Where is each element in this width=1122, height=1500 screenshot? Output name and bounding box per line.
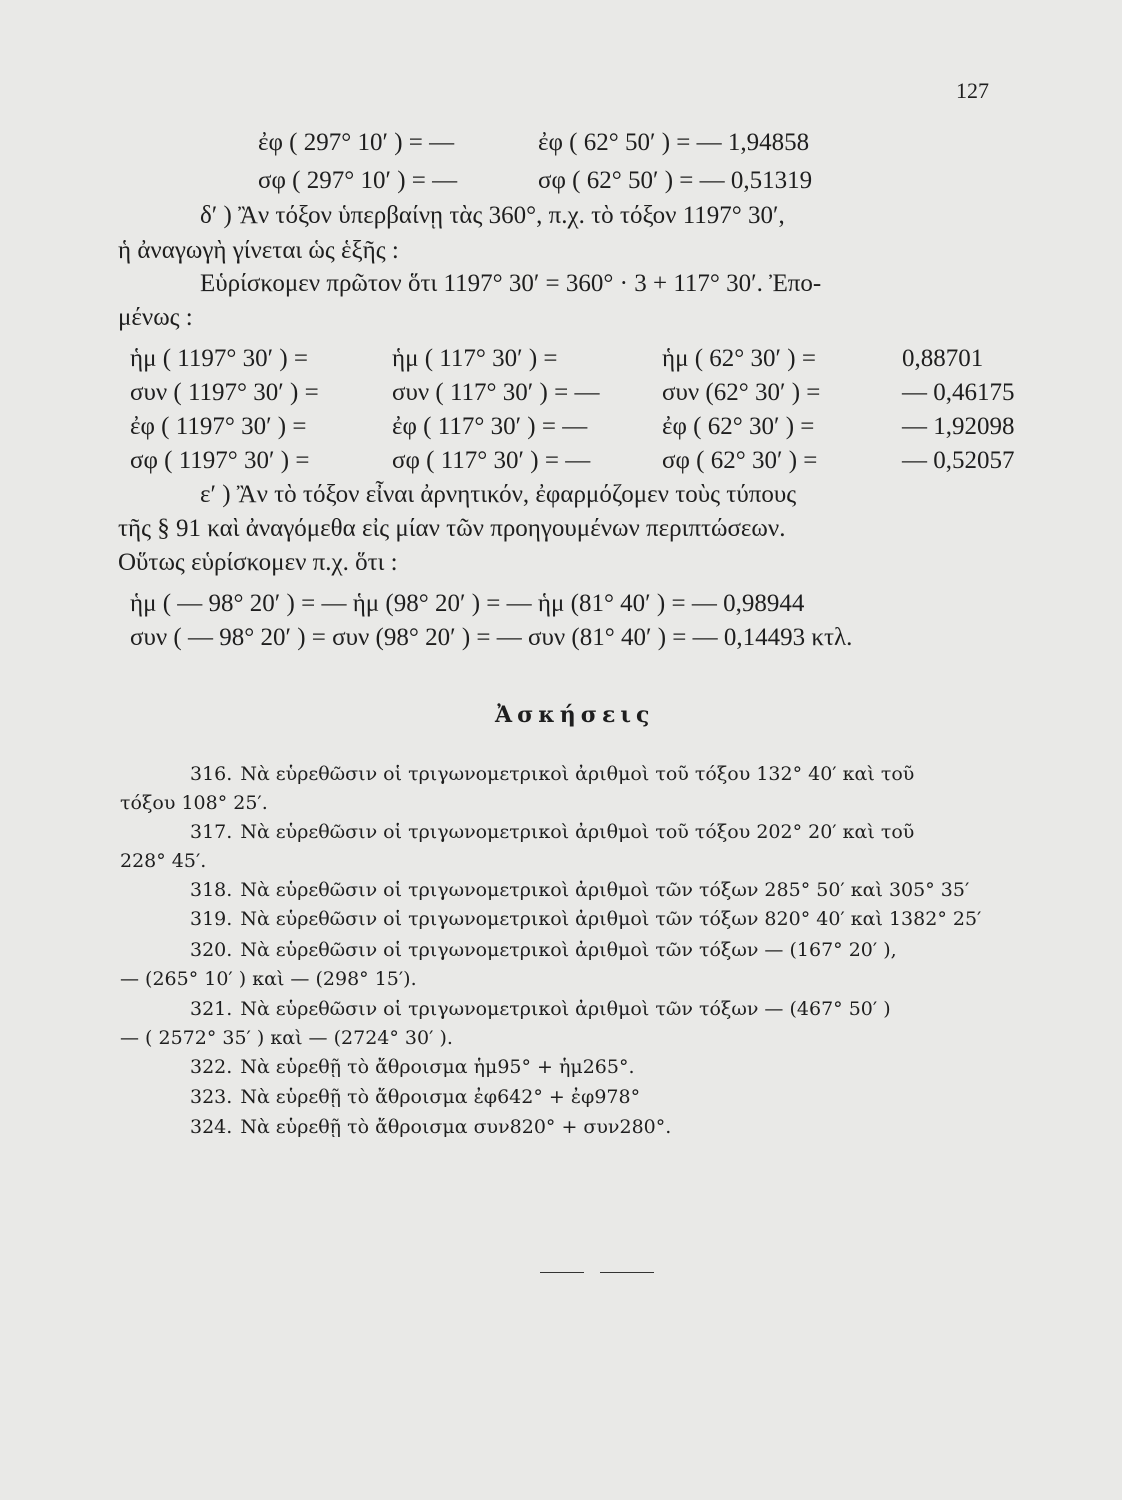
paragraph-line: Εὑρίσκομεν πρῶτον ὅτι 1197° 30′ = 360° · 3 + 117° 30′. Ἐπο- xyxy=(200,270,822,297)
exercise-continuation: 228° 45′. xyxy=(120,850,207,872)
exercise-item xyxy=(190,995,891,1023)
exercise-number: 317. xyxy=(190,821,233,843)
reduction-col-1: συν ( 1197° 30′ ) = xyxy=(130,379,319,406)
reduction-col-2: ἡμ ( 117° 30′ ) = xyxy=(392,345,558,372)
equation-line xyxy=(258,165,812,197)
equation-line: συν ( — 98° 20′ ) = συν (98° 20′ ) = — συν (81° 40′ ) = — 0,14493 κτλ. xyxy=(130,624,853,651)
reduction-col-4: — 1,92098 xyxy=(902,413,1015,440)
reduction-col-2: ἐφ ( 117° 30′ ) = — xyxy=(392,413,588,440)
reduction-col-3: σφ ( 62° 30′ ) = xyxy=(662,447,818,474)
exercise-text: Νὰ εὑρεθῶσιν οἱ τριγωνομετρικοὶ ἀριθμοὶ τῶν τόξων 820° 40′ καὶ 1382° 25′ xyxy=(240,908,982,930)
paragraph-line: τῆς § 91 καὶ ἀναγόμεθα εἰς μίαν τῶν προηγουμένων περιπτώσεων. xyxy=(118,515,786,542)
reduction-col-1: ἡμ ( 1197° 30′ ) = xyxy=(130,345,309,372)
exercise-text: Νὰ εὑρεθῶσιν οἱ τριγωνομετρικοὶ ἀριθμοὶ τῶν τόξων — (467° 50′ ) xyxy=(240,998,891,1020)
exercise-number: 316. xyxy=(190,763,233,785)
exercise-number: 322. xyxy=(190,1056,233,1078)
end-rule-long xyxy=(600,1272,654,1273)
equation-left: ἐφ ( 297° 10′ ) = — xyxy=(258,129,455,156)
paragraph-line: δ′ ) Ἂν τόξον ὑπερβαίνῃ τὰς 360°, π.χ. τὸ τόξον 1197° 30′, xyxy=(200,202,785,229)
exercises-title: Ἀσκήσεις xyxy=(495,702,655,728)
reduction-row xyxy=(130,377,1015,409)
reduction-col-4: — 0,46175 xyxy=(902,379,1015,406)
paragraph-line: ἡ ἀναγωγὴ γίνεται ὡς ἑξῆς : xyxy=(118,237,399,264)
exercise-continuation: τόξου 108° 25′. xyxy=(120,792,268,814)
exercise-number: 318. xyxy=(190,879,233,901)
exercise-item xyxy=(190,1113,671,1141)
reduction-col-2: σφ ( 117° 30′ ) = — xyxy=(392,447,591,474)
exercise-item xyxy=(190,936,897,964)
equation-right: ἐφ ( 62° 50′ ) = — 1,94858 xyxy=(538,129,810,156)
paragraph-line: μένως : xyxy=(118,304,193,331)
exercise-number: 321. xyxy=(190,998,233,1020)
reduction-row xyxy=(130,411,1015,443)
exercise-number: 323. xyxy=(190,1086,233,1108)
exercise-item xyxy=(190,818,914,846)
exercise-text: Νὰ εὑρεθῇ τὸ ἄθροισμα ἐφ642° + ἐφ978° xyxy=(240,1086,641,1108)
equation-right: σφ ( 62° 50′ ) = — 0,51319 xyxy=(538,167,813,194)
reduction-col-3: συν (62° 30′ ) = xyxy=(662,379,821,406)
paragraph-line: ε′ ) Ἂν τὸ τόξον εἶναι ἀρνητικόν, ἐφαρμόζομεν τοὺς τύπους xyxy=(200,481,797,508)
exercise-text: Νὰ εὑρεθῇ τὸ ἄθροισμα συν820° + συν280°. xyxy=(240,1116,672,1138)
reduction-col-3: ἡμ ( 62° 30′ ) = xyxy=(662,345,816,372)
exercise-text: Νὰ εὑρεθῶσιν οἱ τριγωνομετρικοὶ ἀριθμοὶ τοῦ τόξου 202° 20′ καὶ τοῦ xyxy=(240,821,915,843)
exercise-text: Νὰ εὑρεθῇ τὸ ἄθροισμα ἡμ95° + ἡμ265°. xyxy=(240,1056,635,1078)
exercise-number: 319. xyxy=(190,908,233,930)
reduction-col-4: 0,88701 xyxy=(902,345,984,372)
reduction-col-1: σφ ( 1197° 30′ ) = xyxy=(130,447,310,474)
exercise-number: 324. xyxy=(190,1116,233,1138)
exercise-text: Νὰ εὑρεθῶσιν οἱ τριγωνομετρικοὶ ἀριθμοὶ τῶν τόξων 285° 50′ καὶ 305° 35′ xyxy=(240,879,970,901)
exercise-continuation: — ( 2572° 35′ ) καὶ — (2724° 30′ ). xyxy=(120,1027,453,1049)
exercise-number: 320. xyxy=(190,939,233,961)
equation-line: ἡμ ( — 98° 20′ ) = — ἡμ (98° 20′ ) = — ἡμ (81° 40′ ) = — 0,98944 xyxy=(130,590,805,617)
exercise-continuation: — (265° 10′ ) καὶ — (298° 15′). xyxy=(120,968,417,990)
equation-line xyxy=(258,127,809,159)
exercise-item xyxy=(190,905,981,933)
reduction-col-3: ἐφ ( 62° 30′ ) = xyxy=(662,413,815,440)
reduction-col-1: ἐφ ( 1197° 30′ ) = xyxy=(130,413,307,440)
reduction-col-4: — 0,52057 xyxy=(902,447,1015,474)
equation-left: σφ ( 297° 10′ ) = — xyxy=(258,167,458,194)
exercise-item xyxy=(190,1053,635,1081)
exercise-text: Νὰ εὑρεθῶσιν οἱ τριγωνομετρικοὶ ἀριθμοὶ τοῦ τόξου 132° 40′ καὶ τοῦ xyxy=(240,763,915,785)
exercise-text: Νὰ εὑρεθῶσιν οἱ τριγωνομετρικοὶ ἀριθμοὶ τῶν τόξων — (167° 20′ ), xyxy=(240,939,897,961)
exercise-item xyxy=(190,760,914,788)
reduction-row xyxy=(130,445,1015,477)
paragraph-line: Οὕτως εὑρίσκομεν π.χ. ὅτι : xyxy=(118,549,398,576)
reduction-col-2: συν ( 117° 30′ ) = — xyxy=(392,379,600,406)
exercise-item xyxy=(190,1083,640,1111)
exercise-item xyxy=(190,876,969,904)
page-number: 127 xyxy=(956,78,989,103)
reduction-row xyxy=(130,343,983,375)
end-rule-short xyxy=(540,1272,584,1273)
